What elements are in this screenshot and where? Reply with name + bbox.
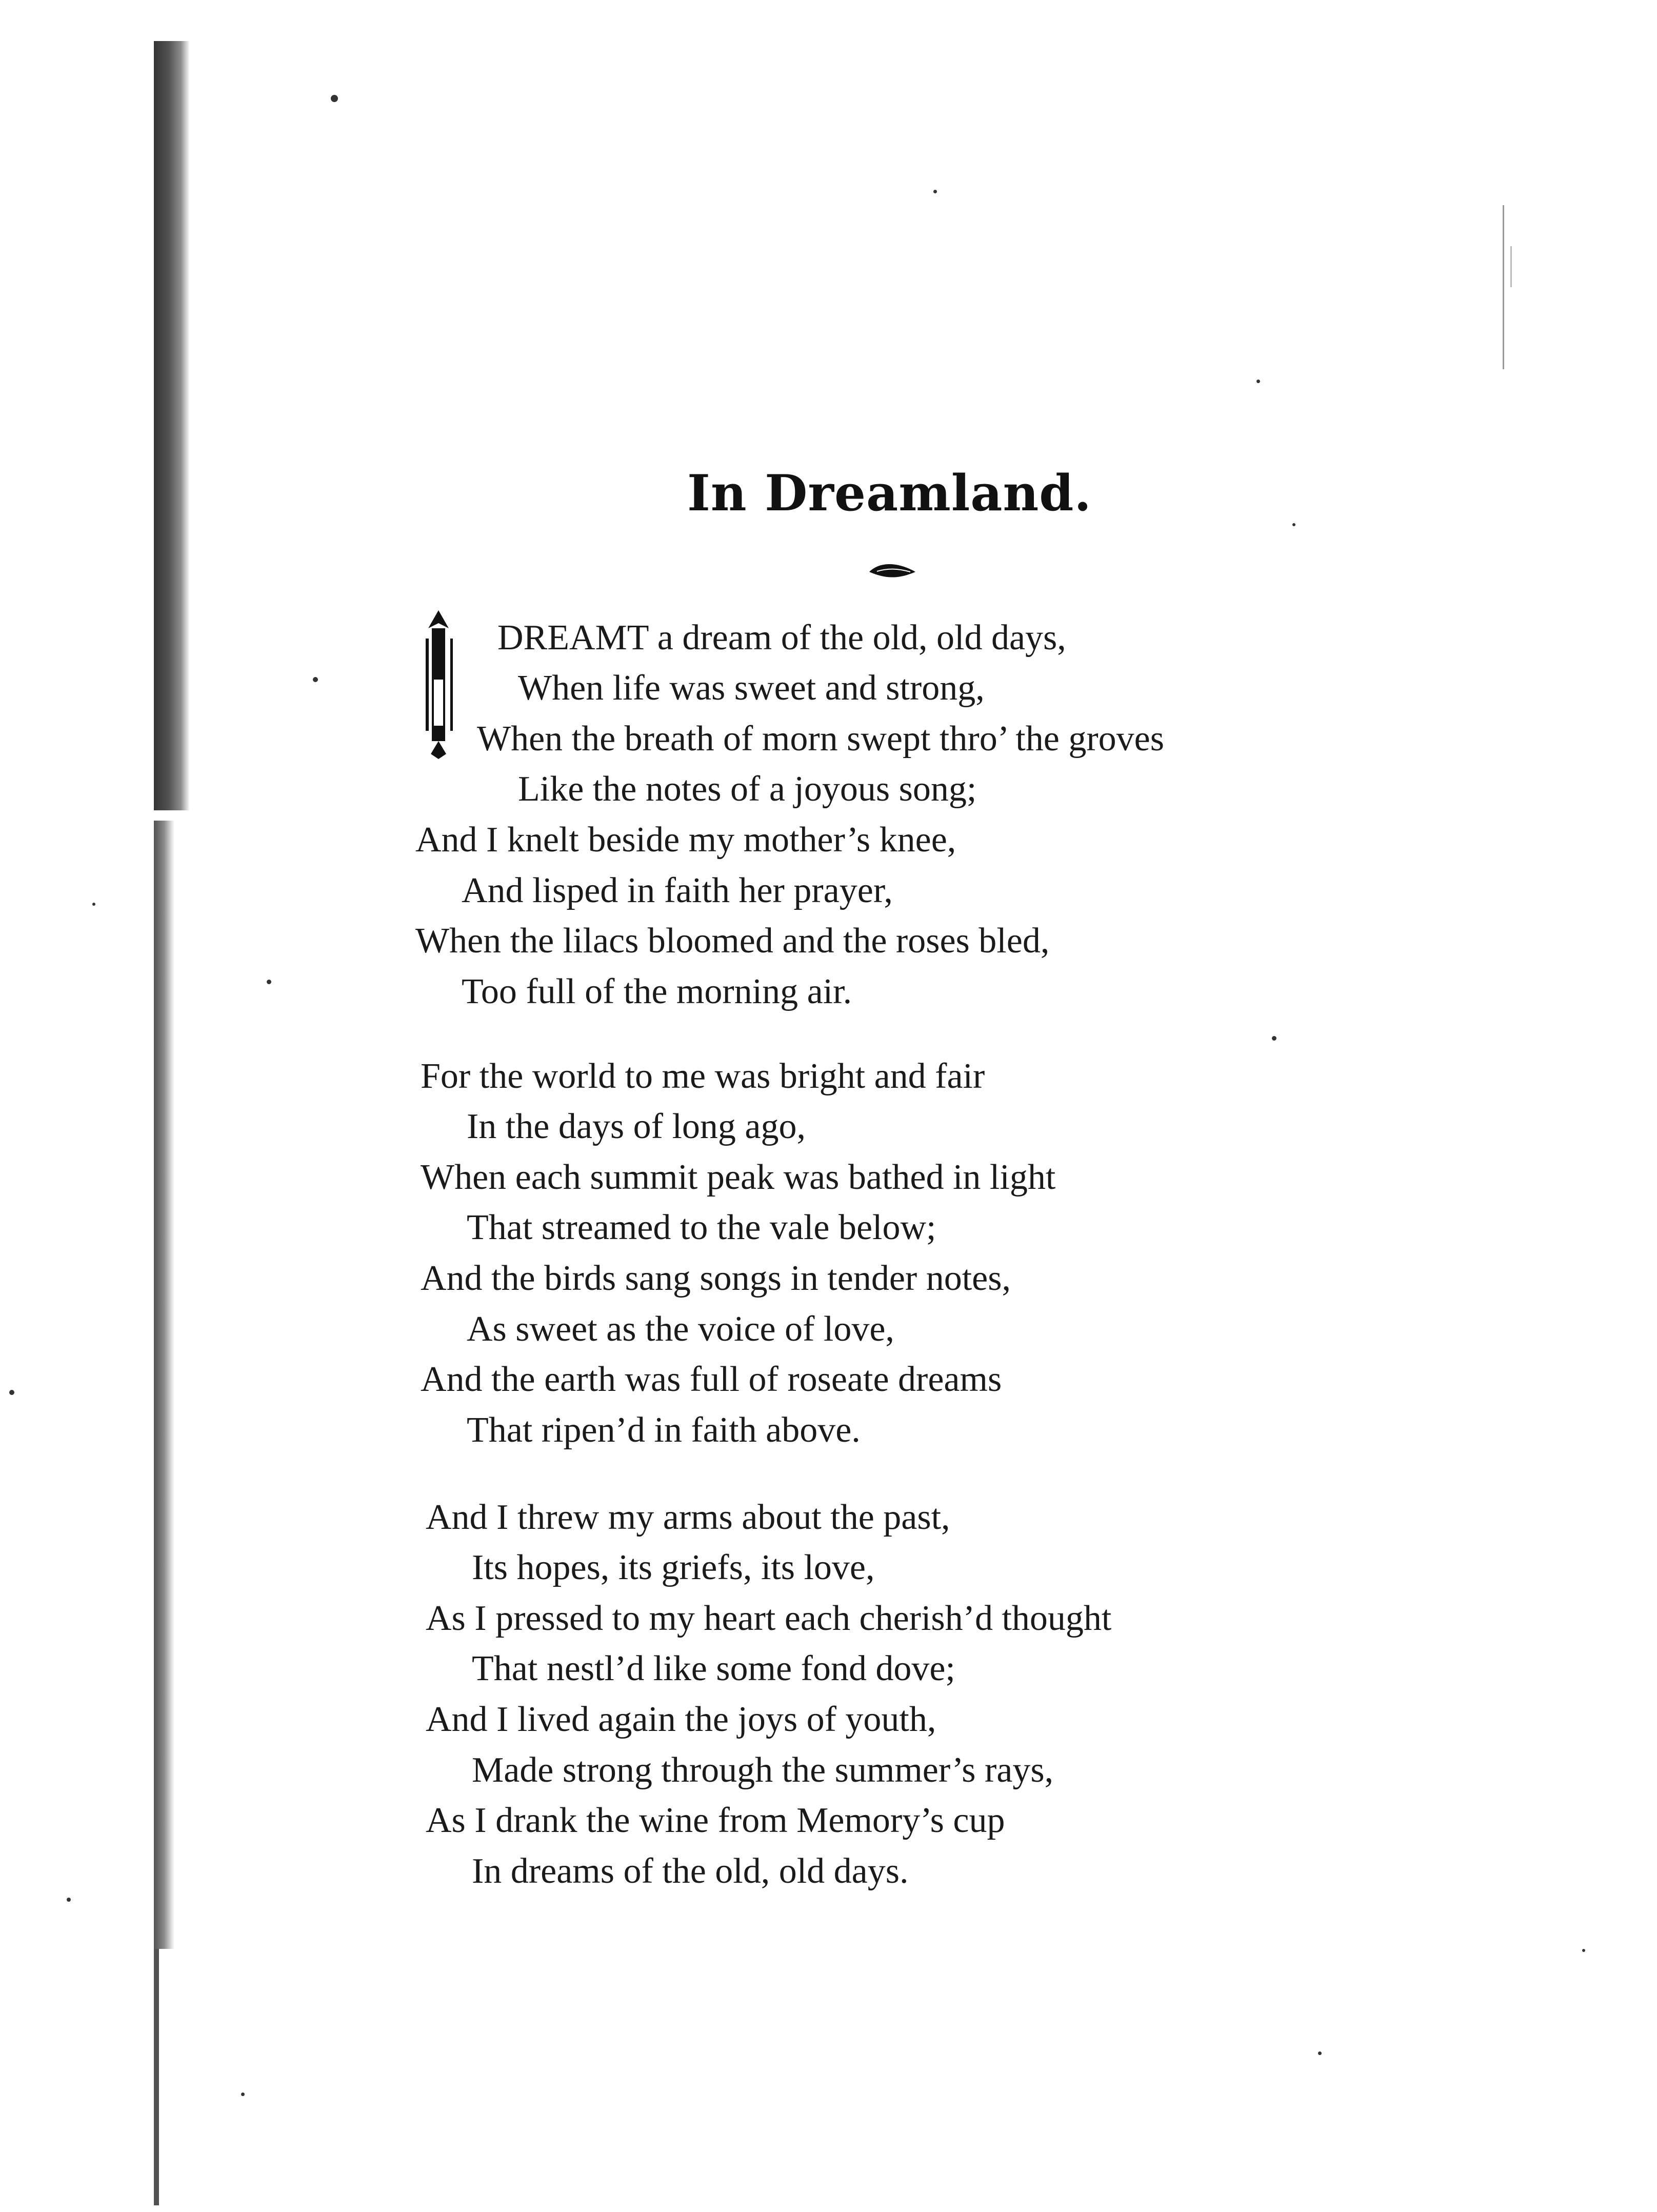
scan-speck xyxy=(1582,1949,1585,1952)
poem-line: And the earth was full of roseate dreams xyxy=(421,1360,1002,1399)
binding-shadow-middle xyxy=(154,821,174,1949)
poem-line: When the breath of morn swept thro’ the groves xyxy=(477,719,1164,759)
scan-speck xyxy=(1318,2051,1322,2055)
page-edge-mark xyxy=(1510,246,1512,287)
scan-speck xyxy=(1272,1036,1276,1041)
poem-line: And the birds sang songs in tender notes, xyxy=(421,1259,1011,1298)
poem-line: Its hopes, its griefs, its love, xyxy=(472,1548,875,1587)
scan-speck xyxy=(1292,523,1295,526)
poem-line: As sweet as the voice of love, xyxy=(467,1309,894,1349)
poem-line: When each summit peak was bathed in light xyxy=(421,1158,1056,1197)
scan-speck xyxy=(1256,380,1260,383)
poem-title: In Dreamland. xyxy=(687,464,1092,522)
poem-line: In dreams of the old, old days. xyxy=(472,1851,909,1891)
poem-line: As I drank the wine from Memory’s cup xyxy=(426,1801,1005,1840)
poem-line: In the days of long ago, xyxy=(467,1107,806,1146)
scan-speck xyxy=(92,903,95,906)
drop-cap-letter: I xyxy=(438,669,439,670)
poem-line: That ripen’d in faith above. xyxy=(467,1410,861,1450)
leaf-ornament-icon xyxy=(867,559,918,585)
scan-speck xyxy=(331,95,338,102)
poem-line: And I lived again the joys of youth, xyxy=(426,1700,936,1739)
poem-line: When life was sweet and strong, xyxy=(518,668,985,708)
binding-shadow-top xyxy=(154,41,190,810)
scan-speck xyxy=(9,1390,14,1395)
poem-line: That streamed to the vale below; xyxy=(467,1208,936,1247)
scan-speck xyxy=(313,677,318,682)
scan-speck xyxy=(933,190,937,193)
poem-line: Too full of the morning air. xyxy=(462,972,852,1011)
poem-line: When the lilacs bloomed and the roses bled, xyxy=(415,921,1050,961)
page-edge-mark xyxy=(1503,205,1504,369)
scan-speck xyxy=(267,980,271,984)
ornamental-drop-cap xyxy=(410,608,467,762)
poem-line: Made strong through the summer’s rays, xyxy=(472,1750,1054,1790)
scan-speck xyxy=(67,1898,71,1902)
scan-speck xyxy=(241,2093,245,2096)
poem-line: DREAMT a dream of the old, old days, xyxy=(497,618,1066,657)
poem-line: For the world to me was bright and fair xyxy=(421,1057,985,1096)
binding-shadow-bottom xyxy=(154,1949,159,2205)
poem-line: And lisped in faith her prayer, xyxy=(462,871,893,910)
poem-line: And I threw my arms about the past, xyxy=(426,1498,950,1537)
poem-line: And I knelt beside my mother’s knee, xyxy=(415,820,956,860)
poem-line: As I pressed to my heart each cherish’d thought xyxy=(426,1599,1112,1638)
poem-line: That nestl’d like some fond dove; xyxy=(472,1649,955,1688)
poem-line: Like the notes of a joyous song; xyxy=(518,769,977,809)
